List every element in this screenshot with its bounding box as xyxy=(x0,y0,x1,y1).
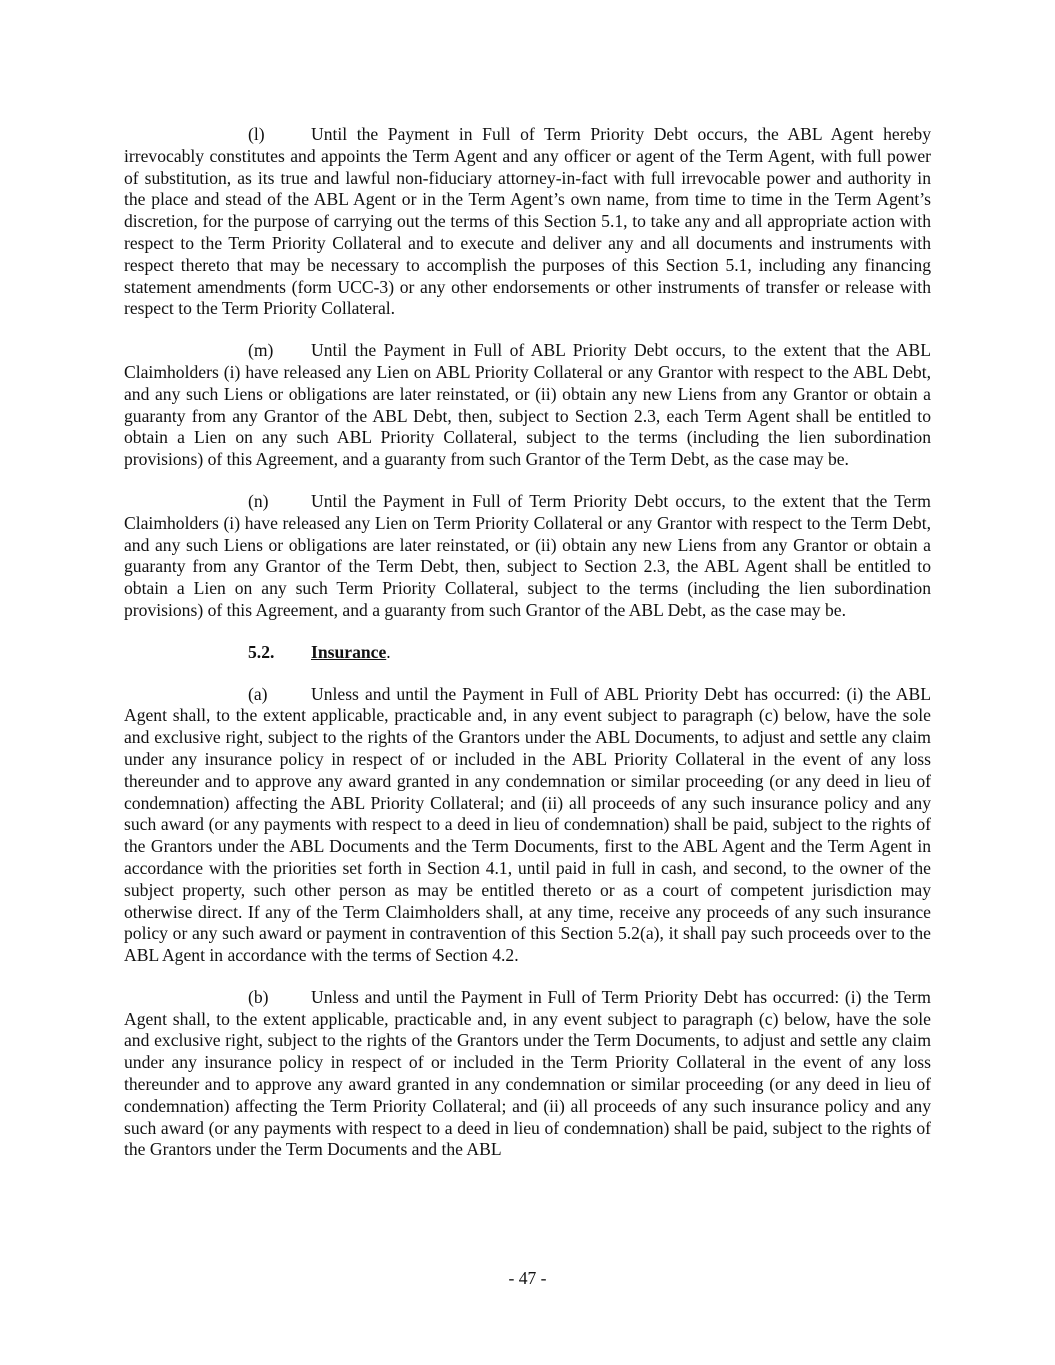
paragraph-m xyxy=(124,340,931,471)
paragraph-a xyxy=(124,684,931,967)
section-title: Insurance xyxy=(311,641,387,662)
paragraph-text: Until the Payment in Full of ABL Priority Debt occurs, to the extent that the ABL Claimholders (i) have released any Lien on ABL Priority Collateral or any Grantor with respect to the ABL Debt, and any such Liens or obligations are later reinstated, or (ii) obtain any new Liens from any Grantor or obtain a guaranty from any Grantor of the ABL Debt, then, subject to Section 2.3, each Term Agent shall be entitled to obtain a Lien on any such ABL Priority Collateral, subject to the terms (including the lien subordination provisions) of this Agreement, and a guaranty from such Grantor of the Term Debt, as the case may be. xyxy=(124,340,931,470)
page-number: - 47 - xyxy=(508,1268,547,1288)
paragraph-marker: (n) xyxy=(248,490,269,511)
paragraph-marker: (l) xyxy=(248,124,265,144)
paragraph-l xyxy=(124,124,931,320)
section-number: 5.2. xyxy=(248,641,275,662)
paragraph-text: Until the Payment in Full of Term Priority Debt occurs, the ABL Agent hereby irrevocably constitutes and appoints the Term Agent and any officer or agent of the Term Agent, with full power of substitution, as its true and lawful non-fiduciary attorney-in-fact with full irrevocable power and authority in the place and stead of the ABL Agent or in the Term Agent’s own name, from time to time in the Term Agent’s discretion, for the purpose of carrying out the terms of this Section 5.1, to take any and all appropriate action with respect to the Term Priority Collateral and to execute and deliver any and all documents and instruments with respect thereto that may be necessary to accomplish the purposes of this Section 5.1, including any financing statement amendments (form UCC-3) or any other endorsements or other instruments of transfer or release with respect to the Term Priority Collateral. xyxy=(124,124,931,319)
paragraph-marker: (m) xyxy=(248,340,274,361)
paragraph-marker: (a) xyxy=(248,683,268,704)
paragraph-text: Until the Payment in Full of Term Priority Debt occurs, to the extent that the Term Claimholders (i) have released any Lien on Term Priority Collateral or any Grantor with respect to the Term Debt, and any such Liens or obligations are later reinstated, or (ii) obtain any new Liens from any Grantor or obtain a guaranty from any Grantor of the Term Debt, then, subject to Section 2.3, the ABL Agent shall be entitled to obtain a Lien on any such Term Priority Collateral, subject to the terms (including the lien subordination provisions) of this Agreement, and a guaranty from such Grantor of the ABL Debt, as the case may be. xyxy=(124,490,931,620)
paragraph-text: Unless and until the Payment in Full of ABL Priority Debt has occurred: (i) the ABL Agent shall, to the extent applicable, practicable and, in any event subject to paragraph (c) below, have the sole and exclusive right, subject to the rights of the Grantors under the ABL Documents, to adjust and settle any claim under any insurance policy in respect of or included in the ABL Priority Collateral in the event of any loss thereunder and to approve any award granted in any condemnation or similar proceeding (or any deed in lieu of condemnation) affecting the ABL Priority Collateral; and (ii) all proceeds of any such insurance policy and any such award (or any payments with respect to a deed in lieu of condemnation) shall be paid, subject to the rights of the Grantors under the ABL Documents and the Term Documents, first to the ABL Agent and the Term Agent in accordance with the priorities set forth in Section 4.1, until paid in full in cash, and second, to the owner of the subject property, such other person as may be entitled thereto or as a court of competent jurisdiction may otherwise direct. If any of the Term Claimholders shall, at any time, receive any proceeds of any such insurance policy or any such award or payment in contravention of this Section 5.2(a), it shall pay such proceeds over to the ABL Agent in accordance with the terms of Section 4.2. xyxy=(124,683,931,966)
paragraph-n xyxy=(124,491,931,622)
section-heading xyxy=(124,642,931,664)
section-title-period: . xyxy=(386,641,391,662)
paragraph-marker: (b) xyxy=(248,986,269,1007)
paragraph-text: Unless and until the Payment in Full of Term Priority Debt has occurred: (i) the Term Agent shall, to the extent applicable, practicable and, in any event subject to paragraph (c) below, have the sole and exclusive right, subject to the rights of the Grantors under the Term Documents, to adjust and settle any claim under any insurance policy in respect of or included in the Term Priority Collateral in the event of any loss thereunder and to approve any award granted in any condemnation or similar proceeding (or any deed in lieu of condemnation) affecting the Term Priority Collateral; and (ii) all proceeds of any such insurance policy and any such award (or any payments with respect to a deed in lieu of condemnation) shall be paid, subject to the rights of the Grantors under the Term Documents and the ABL xyxy=(124,986,931,1160)
paragraph-b xyxy=(124,987,931,1161)
document-page xyxy=(124,124,931,1181)
